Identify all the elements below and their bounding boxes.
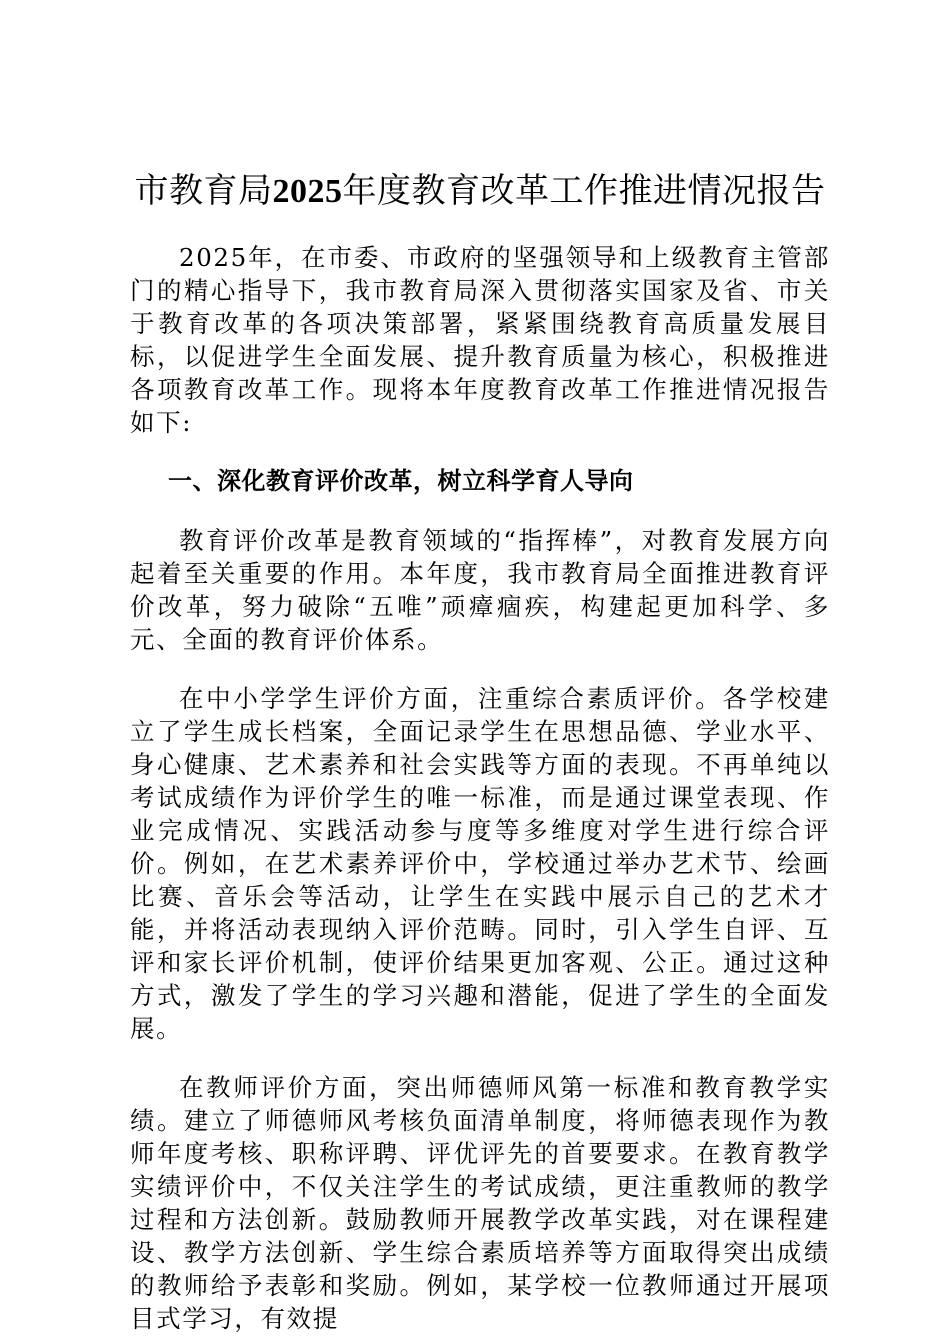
- section-1-paragraph-2: 在中小学学生评价方面，注重综合素质评价。各学校建立了学生成长档案，全面记录学生在思想品德、学业水平、身心健康、艺术素养和社会实践等方面的表现。不再单纯以考试成绩作为评价学生的唯一标准，而是通过课堂表现、作业完成情况、实践活动参与度等多维度对学生进行综合评价。例如，在艺术素养评价中，学校通过举办艺术节、绘画比赛、音乐会等活动，让学生在实践中展示自己的艺术才能，并将活动表现纳入评价范畴。同时，引入学生自评、互评和家长评价机制，使评价结果更加客观、公正。通过这种方式，激发了学生的学习兴趣和潜能，促进了学生的全面发展。: [130, 684, 830, 1043]
- section-1-heading: 一、深化教育评价改革，树立科学育人导向: [168, 467, 634, 495]
- title-year: 2025: [272, 173, 343, 210]
- title-prefix: 市教育局: [134, 171, 273, 211]
- section-1-paragraph-1: 教育评价改革是教育领域的“指挥棒”，对教育发展方向起着至关重要的作用。本年度，我市教育局全面推进教育评价改革，努力破除“五唯”顽瘴痼疾，构建起更加科学、多元、全面的教育评价体系。: [130, 526, 830, 654]
- document-body: [130, 168, 830, 1335]
- title-suffix: 年度教育改革工作推进情况报告: [342, 171, 826, 211]
- document-title: [130, 168, 830, 215]
- section-1-paragraph-3: 在教师评价方面，突出师德师风第一标准和教育教学实绩。建立了师德师风考核负面清单制度，将师德表现作为教师年度考核、职称评聘、评优评先的首要要求。在教育教学实绩评价中，不仅关注学生的考试成绩，更注重教师的教学过程和方法创新。鼓励教师开展教学改革实践，对在课程建设、教学方法创新、学生综合素质培养等方面取得突出成绩的教师给予表彰和奖励。例如，某学校一位教师通过开展项目式学习，有效提: [130, 1073, 830, 1333]
- intro-paragraph: 2025年，在市委、市政府的坚强领导和上级教育主管部门的精心指导下，我市教育局深入贯彻落实国家及省、市关于教育改革的各项决策部署，紧紧围绕教育高质量发展目标，以促进学生全面发展、提升教育质量为核心，积极推进各项教育改革工作。现将本年度教育改革工作推进情况报告如下:: [130, 243, 830, 437]
